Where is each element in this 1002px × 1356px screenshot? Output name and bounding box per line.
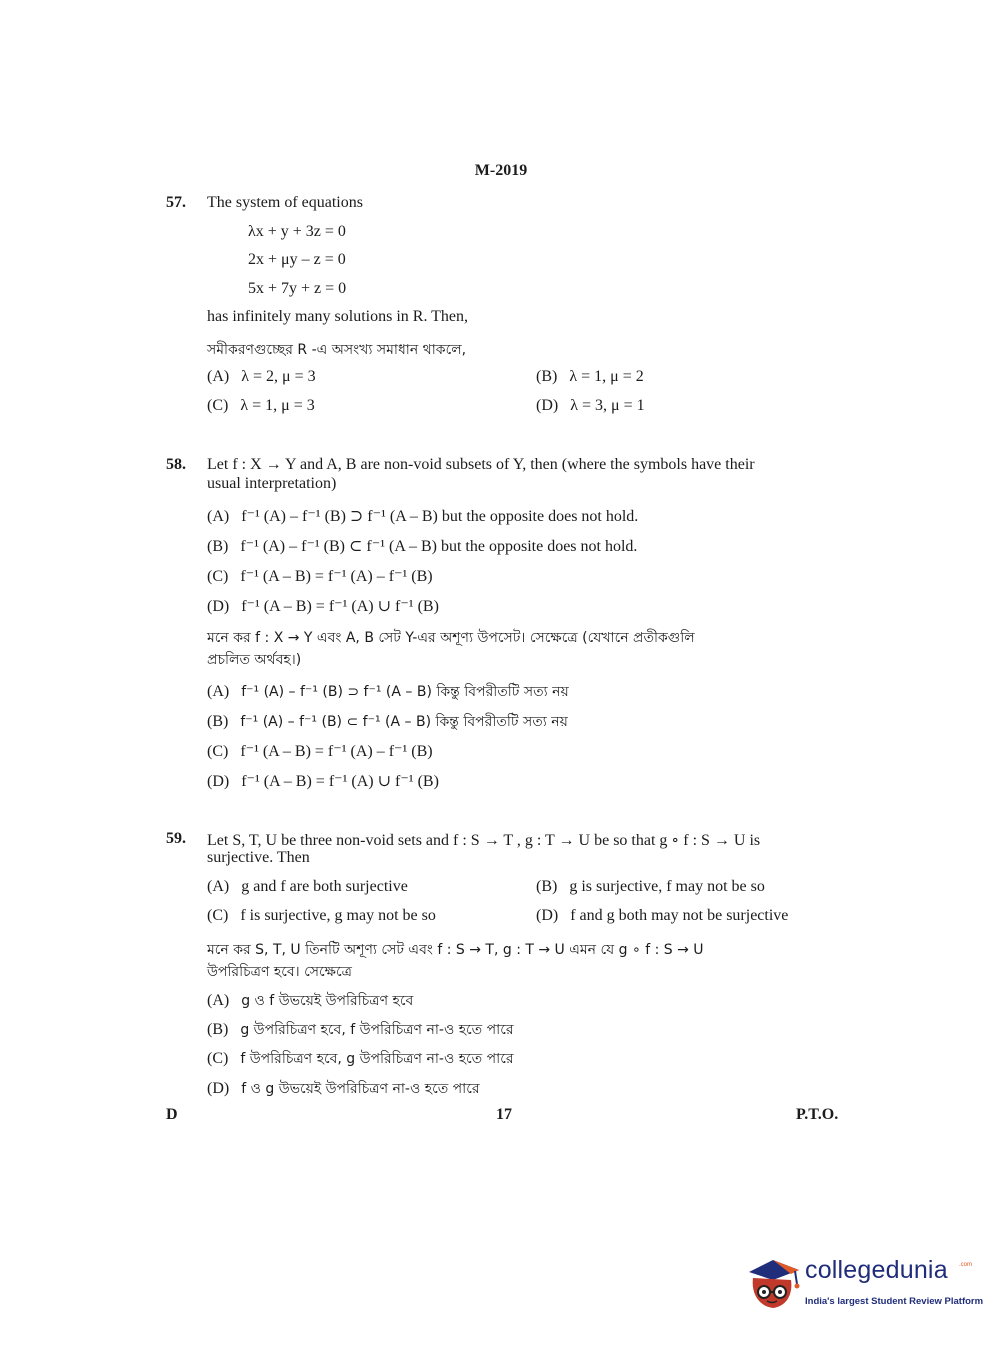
question-number: 58.	[166, 456, 186, 473]
option-d	[536, 397, 645, 415]
option-text: λ = 1, μ = 3	[240, 397, 315, 414]
question-condition: has infinitely many solutions in R. Then,	[207, 308, 469, 325]
option-text: λ = 3, μ = 1	[570, 397, 645, 414]
option-text: f⁻¹ (A – B) = f⁻¹ (A) ∪ f⁻¹ (B)	[241, 773, 439, 790]
option-label: (C)	[207, 743, 229, 760]
equation-2: 2x + μy – z = 0	[248, 251, 346, 268]
option-d	[207, 596, 439, 616]
option-text: f⁻¹ (A – B) = f⁻¹ (A) ∪ f⁻¹ (B)	[241, 598, 439, 615]
option-b-bengali	[207, 710, 568, 734]
option-label: (D)	[536, 397, 559, 414]
footer-set-code: D	[166, 1106, 178, 1123]
option-c-bengali	[207, 1047, 514, 1071]
logo-wordmark: collegedunia	[805, 1256, 948, 1284]
footer-pto: P.T.O.	[796, 1106, 839, 1123]
option-label: (D)	[207, 1080, 230, 1097]
option-b-bengali	[207, 1018, 514, 1042]
option-c	[207, 566, 433, 586]
option-text: f⁻¹ (A) – f⁻¹ (B) ⊂ f⁻¹ (A – B) কিন্তু বিপরীতটি সত্য নয়	[240, 714, 568, 730]
option-c	[207, 397, 315, 415]
page-header: M-2019	[474, 162, 528, 179]
option-b	[536, 368, 644, 386]
question-stem-cont: surjective. Then	[207, 849, 310, 866]
option-label: (D)	[207, 598, 230, 615]
option-label: (C)	[207, 397, 229, 414]
option-label: (B)	[536, 878, 558, 895]
option-text: f⁻¹ (A – B) = f⁻¹ (A) – f⁻¹ (B)	[240, 568, 433, 585]
option-d	[536, 907, 788, 925]
option-label: (C)	[207, 907, 229, 924]
option-c	[207, 907, 436, 925]
option-label: (A)	[207, 878, 230, 895]
footer-page-number: 17	[496, 1106, 512, 1123]
option-text: f⁻¹ (A – B) = f⁻¹ (A) – f⁻¹ (B)	[240, 743, 433, 760]
question-stem: The system of equations	[207, 194, 363, 211]
option-b	[207, 536, 637, 556]
option-text: g ও f উভয়েই উপরিচিত্রণ হবে	[241, 993, 414, 1009]
collegedunia-logo	[743, 1250, 984, 1316]
option-d-bengali	[207, 771, 439, 791]
option-label: (B)	[207, 1021, 229, 1038]
question-bengali: মনে কর S, T, U তিনটি অশূণ্য সেট এবং f : S → T, g : T → U এমন যে g ∘ f : S → U	[207, 942, 704, 958]
option-text: f and g both may not be surjective	[570, 907, 789, 924]
option-text: g is surjective, f may not be so	[569, 878, 765, 895]
question-bengali-cont: উপরিচিত্রণ হবে। সেক্ষেত্রে	[207, 964, 352, 980]
option-a	[207, 878, 408, 896]
option-label: (D)	[536, 907, 559, 924]
question-number: 57.	[166, 194, 186, 211]
option-label: (A)	[207, 992, 230, 1009]
option-label: (A)	[207, 683, 230, 700]
question-stem-cont: usual interpretation)	[207, 475, 337, 492]
option-label: (D)	[207, 773, 230, 790]
option-label: (B)	[536, 368, 558, 385]
option-a	[207, 368, 316, 386]
logo-tagline: India's largest Student Review Platform	[805, 1296, 984, 1307]
question-number: 59.	[166, 830, 186, 847]
option-label: (B)	[207, 713, 229, 730]
mascot-icon	[743, 1250, 803, 1316]
option-a-bengali	[207, 680, 569, 704]
option-text: g উপরিচিত্রণ হবে, f উপরিচিত্রণ না-ও হতে পারে	[240, 1022, 514, 1038]
option-a-bengali	[207, 989, 413, 1013]
option-label: (C)	[207, 568, 229, 585]
question-stem: Let S, T, U be three non-void sets and f : S → T , g : T → U be so that g ∘ f : S → U is	[207, 832, 761, 849]
option-text: f⁻¹ (A) – f⁻¹ (B) ⊃ f⁻¹ (A – B) কিন্তু বিপরীতটি সত্য নয়	[241, 684, 569, 700]
option-text: f ও g উভয়েই উপরিচিত্রণ না-ও হতে পারে	[241, 1081, 480, 1097]
option-b	[536, 878, 765, 896]
option-text: f⁻¹ (A) – f⁻¹ (B) ⊃ f⁻¹ (A – B) but the opposite does not hold.	[241, 508, 639, 525]
question-bengali: মনে কর f : X → Y এবং A, B সেট Y-এর অশূণ্য উপসেট। সেক্ষেত্রে (যেখানে প্রতীকগুলি	[207, 630, 695, 646]
option-d-bengali	[207, 1077, 480, 1101]
question-bengali: সমীকরণগুচ্ছের R -এ অসংখ্য সমাধান থাকলে,	[207, 342, 467, 358]
question-bengali-cont: প্রচলিত অর্থবহ।)	[207, 652, 302, 668]
option-label: (C)	[207, 1050, 229, 1067]
option-label: (B)	[207, 538, 229, 555]
option-text: f is surjective, g may not be so	[240, 907, 436, 924]
logo-domain: .com	[959, 1262, 973, 1268]
option-label: (A)	[207, 508, 230, 525]
option-text: f উপরিচিত্রণ হবে, g উপরিচিত্রণ না-ও হতে পারে	[240, 1051, 514, 1067]
option-text: λ = 2, μ = 3	[241, 368, 316, 385]
option-text: f⁻¹ (A) – f⁻¹ (B) ⊂ f⁻¹ (A – B) but the opposite does not hold.	[240, 538, 638, 555]
equation-3: 5x + 7y + z = 0	[248, 280, 347, 297]
option-label: (A)	[207, 368, 230, 385]
option-a	[207, 506, 638, 526]
option-text: λ = 1, μ = 2	[569, 368, 644, 385]
option-text: g and f are both surjective	[241, 878, 408, 895]
option-c-bengali	[207, 741, 433, 761]
question-stem: Let f : X → Y and A, B are non-void subsets of Y, then (where the symbols have their	[207, 456, 755, 473]
equation-1: λx + y + 3z = 0	[248, 223, 346, 240]
